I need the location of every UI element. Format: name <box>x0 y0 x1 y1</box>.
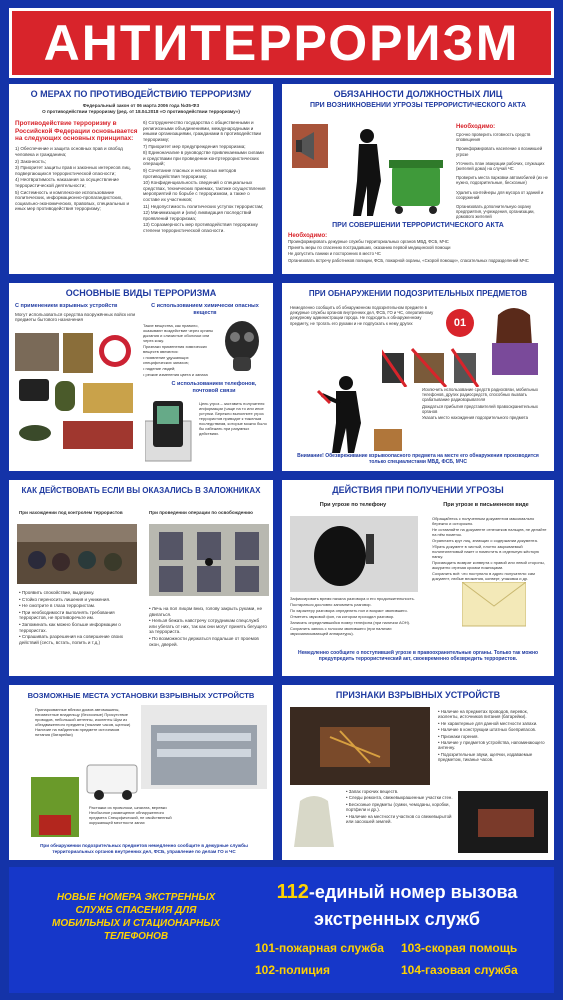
panel-bomb-places-title: ВОЗМОЖНЫЕ МЕСТА УСТАНОВКИ ВЗРЫВНЫХ УСТРОЙСТВ <box>27 691 255 700</box>
list-item: 12) Минимизация и (или) ликвидация последствий проявлений терроризма; <box>143 210 252 221</box>
list-item: 7) Приоритет мер предупреждения терроризма; <box>143 143 246 149</box>
package-photo <box>290 791 338 851</box>
page-title: АНТИТЕРРОРИЗМ <box>12 11 551 75</box>
bomb-signs-list-1 <box>438 709 548 764</box>
list-item: Организовать дополнительную охрану предприятия, учреждения, организации, домового жителей <box>456 204 535 220</box>
phone-caller-photo <box>290 516 418 592</box>
list-item: Дождаться прибытия представителей правоохранительных органов <box>422 403 538 414</box>
rescue-operation-photo <box>149 524 269 596</box>
bomb-signs-list-2 <box>346 789 456 825</box>
list-item: 5) Системность и комплексное использование политических, информационно-пропагандистских, социально-экономических, правовых, специальных и иных мер противодействия терроризму; <box>15 189 130 212</box>
list-item: • Спрашивать разрешения на совершение своих действий (сесть, встать, попить и т.д.) <box>19 634 143 645</box>
list-item: • Не характерные для данной местности запахи. <box>438 721 548 726</box>
list-item: Проинформировать население о возникшей угрозе <box>456 146 543 157</box>
suspicious-footer: Внимание! Обезвреживание взрывоопасного предмета на месте его обнаружения производится только специалистами МВД, ФСБ, МЧС <box>297 453 539 465</box>
list-item: 4) Неотвратимость наказания за осуществление террористической деятельности; <box>15 177 119 188</box>
list-item: • Не смотрите в глаза террористам. <box>19 603 143 609</box>
suspicious-list <box>422 387 546 421</box>
chemical-subtitle: С использованием химически опасных веществ <box>151 303 259 316</box>
measures-right-col <box>143 120 267 234</box>
threat-left-list <box>290 596 430 637</box>
dynamite-photo <box>458 791 548 853</box>
list-item: • Запах горючих веществ. <box>346 789 456 794</box>
panel-terror-types <box>9 283 273 471</box>
list-item: Зафиксировать время начала разговора и его продолжительность. <box>290 596 415 601</box>
main-number-line <box>247 881 547 904</box>
threat-sub-letter: При угрозе в письменном виде <box>443 502 529 508</box>
list-item: Постараться дословно запомнить разговор. <box>290 602 372 607</box>
list-item: • появление удушающих специфических запахов; <box>143 355 189 365</box>
panel-measures <box>9 84 273 274</box>
hostage-right-list <box>149 606 267 648</box>
bomb-places-box-2: Растяжки из проволоки, шпагата, веревки Необычное размещение обнаруженного предмета Специфический, не свойственный окружающей местности запах <box>89 805 172 825</box>
list-item: Исключить использование средств радиосвязи, мобильных телефонов, других радиосредств, способных вызвать срабатывание радиовзрывателя <box>422 387 539 403</box>
panel-terror-types-title: ОСНОВНЫЕ ВИДЫ ТЕРРОРИЗМА <box>65 288 217 298</box>
number-102-value: 102 <box>255 963 276 977</box>
list-item: Проверить места парковки автомобилей (их не нужно, подозрительные, бесхозные) <box>456 175 548 186</box>
panel-threat-actions <box>282 480 554 676</box>
bomb-places-box-1: Припаркованные вблизи домов автомашины, неизвестные владельцу (бесхозные) Присутствие проводов, небольшой антенны, изоленты Шум из обездвиженного предмета (тикание часов, щелчки) Наличие на найденном предмете источников питания (батарейки) <box>35 707 131 737</box>
list-item: Обращайтесь с полученным документом максимально бережно и осторожно. <box>432 516 535 526</box>
list-item: • Признаки горения. <box>438 734 548 739</box>
badge-number: 01 <box>453 317 467 329</box>
list-item: Убрать документ в чистый, плотно закрываемый полиэтиленовый пакет и поместить в отдельную жёсткую папку. <box>432 544 540 559</box>
phone-mail-icon <box>145 401 195 463</box>
number-103-value: 103 <box>401 941 422 955</box>
number-102 <box>255 963 330 977</box>
need-label-2: Необходимо: <box>288 233 328 239</box>
duties-need-list <box>456 124 548 221</box>
number-101-value: 101 <box>255 941 276 955</box>
panel-bomb-signs <box>282 685 554 860</box>
explosive-subtitle: С применением взрывных устройств <box>15 303 118 309</box>
van-photo <box>85 757 145 801</box>
list-item: • Наличие на местности участков со свежевырытой или засохшей землей. <box>346 814 456 825</box>
building-photo <box>141 705 267 789</box>
list-item: Такие вещества, как правило, оказывают воздействие через органы дыхания и слизистые оболочки или через кожу. <box>143 323 214 343</box>
list-item: • Наличие в конструкции штатных боеприпасов. <box>438 727 548 732</box>
number-101 <box>255 941 384 955</box>
number-103 <box>401 941 517 955</box>
hostage-sub-2: При проведении операции по освобождению <box>149 510 253 515</box>
envelope-icon <box>462 582 526 630</box>
list-item: По характеру разговора определить пол и возраст звонившего. <box>290 608 408 613</box>
list-item: • Проявить спокойствие, выдержку. <box>19 590 143 596</box>
list-item: 9) Сочетание гласных и негласных методов противодействия терроризму; <box>143 167 237 179</box>
list-item: Уточнить план эвакуации рабочих, служащих (жителей дома) на случай ЧС <box>456 160 545 172</box>
main-number-text-2: экстренных служб <box>314 909 480 929</box>
main-number: 112 <box>276 881 309 903</box>
panel-threat-title: ДЕЙСТВИЯ ПРИ ПОЛУЧЕНИИ УГРОЗЫ <box>332 485 504 495</box>
hostage-left-list <box>19 590 143 646</box>
law-line-1: Федеральный закон от 06 марта 2006 года №35-ФЗ <box>82 103 200 108</box>
phone-text: Цель угроз – заставить получателя информации (чаще на то или иное уступки. Бережно выполните угроз террористов приводят к тяжелым последствиям, которые можно было бы избежать при разумных действиях. <box>199 401 267 436</box>
list-item: Проинформировать дежурные службы территориальных органов МВД, ФСБ, МЧС <box>288 239 449 244</box>
list-item: • резкие изменения цвета и запаха <box>143 372 208 377</box>
list-item: Признаки применения химических веществ являются: <box>143 344 207 354</box>
chemical-text <box>143 323 215 378</box>
list-item: 11) Недопустимость политических уступок террористам; <box>143 203 264 209</box>
list-item: Отметить звуковой фон, на котором проходил разговор. <box>290 614 395 619</box>
measures-lead: Противодействие терроризму в Российской Федерации основывается на следующих основных принципах: <box>15 120 138 142</box>
number-104 <box>401 963 518 977</box>
measures-left-col <box>15 120 139 234</box>
list-item: 6) Сотрудничество государства с общественными и религиозными объединениями, международными и иными организациями, гражданами в противодействии терроризму; <box>143 120 262 142</box>
number-102-label: -полиция <box>275 963 331 977</box>
main-number-text: -единый номер вызова <box>308 882 518 902</box>
list-item: Указать место нахождения подозрительного предмета <box>422 415 529 421</box>
loudspeaker-icon <box>292 124 328 168</box>
threat-footer: Немедленно сообщите о поступившей угрозе в правоохранительные органы. Только так можно предупредить террористический акт, своевременно обезвредить террористов. <box>297 650 539 662</box>
explosive-text: Могут использоваться средства вооружённых войск или предметы бытового назначения <box>15 311 136 323</box>
panel-duties <box>282 84 554 274</box>
list-item: 13) Соразмерность мер противодействия терроризму степени террористической опасности. <box>143 222 258 233</box>
panel-measures-title: О МЕРАХ ПО ПРОТИВОДЕЙСТВИЮ ТЕРРОРИЗМУ <box>30 89 252 99</box>
list-item: • Наличие на предметах проводов, веревок, изоленты, источников питания (батарейки). <box>438 709 548 720</box>
panel-hostages <box>9 480 273 676</box>
list-item: Не оставляйте на документе отпечатков пальцев, не делайте на нём пометок. <box>432 527 547 537</box>
list-item: Принять меры по спасению пострадавших, оказанию первой медицинской помощи <box>288 245 451 251</box>
list-item: 1) Обеспечение и защита основных прав и свобод человека и гражданина; <box>15 146 123 157</box>
panel-bomb-places <box>9 685 273 860</box>
panel-duties-title: ОБЯЗАННОСТИ ДОЛЖНОСТНЫХ ЛИЦ <box>333 89 503 99</box>
list-item: Организовать встречу работников полиции, ФСБ, пожарной охраны, «Скорой помощи», спасательных подразделений МЧС <box>288 257 529 263</box>
measures-columns <box>15 120 267 234</box>
list-item: Не допустить паники и посторонних в место ЧС <box>288 251 381 257</box>
number-101-label: -пожарная служба <box>275 941 384 955</box>
list-item: Производить возврат конверта с правой или левой стороны, аккуратно отрезая кромки ножницами. <box>432 560 545 570</box>
panel-suspicious-title: ПРИ ОБНАРУЖЕНИИ ПОДОЗРИТЕЛЬНЫХ ПРЕДМЕТОВ <box>308 289 528 298</box>
need-label: Необходимо: <box>456 124 496 130</box>
person-reaching-icon <box>306 373 406 453</box>
bag-bomb-photo <box>27 767 83 843</box>
list-item: • При необходимости выполнять требования террористов, не противоречьте им. <box>19 610 143 621</box>
list-item: 2) Законность; <box>15 158 47 164</box>
list-item: • Наличие у предметов устройства, напоминающего антенну. <box>438 740 548 751</box>
list-item: Сохранить всё: что поступило в адрес получателя: сам документ, любые вложения, конверт, упаковка и др. <box>432 571 535 581</box>
number-103-label: -скорая помощь <box>421 941 518 955</box>
list-item: • Запоминать как можно больше информации о террористах. <box>19 622 143 633</box>
duties-act-section <box>288 220 548 264</box>
hostages-photo <box>17 524 137 584</box>
emergency-badge <box>446 309 474 337</box>
man-with-bin-icon <box>337 126 447 216</box>
list-item: • Подозрительные звуки, щелчки, издаваемые предметом, тиканье часов. <box>438 752 548 763</box>
list-item: Записать определившийся номер телефона (при наличии АОН). <box>290 620 411 625</box>
list-item: • Нельзя бежать навстречу сотрудникам спецслужб или убегать от них, так как они могут принять бегущего за террориста. <box>149 618 267 635</box>
list-item: • Лечь на пол лицом вниз, голову закрыть руками, не двигаться. <box>149 606 267 617</box>
list-item: • Стойко переносить лишения и унижения. <box>19 597 143 603</box>
emergency-numbers-section <box>9 867 554 993</box>
panel-hostages-title: КАК ДЕЙСТВОВАТЬ ЕСЛИ ВЫ ОКАЗАЛИСЬ В ЗАЛОЖНИКАХ <box>21 486 261 495</box>
panel-duties-subtitle: ПРИ ВОЗНИКНОВЕНИИ УГРОЗЫ ТЕРРОРИСТИЧЕСКОГО АКТА <box>309 102 527 109</box>
list-item: • Следы ремонта, свежевыкрашенные участки стен. <box>346 795 456 800</box>
header-banner <box>9 8 554 78</box>
hostage-sub-1: При нахождении под контролем террористов <box>19 510 123 515</box>
list-item: 3) Приоритет защиты прав и законных интересов лиц, подвергающихся террористической опасности; <box>15 165 131 176</box>
panel-suspicious-items <box>282 283 554 471</box>
number-104-label: -газовая служба <box>421 963 518 977</box>
number-104-value: 104 <box>401 963 422 977</box>
list-item: Сохранить запись с голосом звонившего (при наличии звукозаписывающей аппаратуры). <box>290 626 392 636</box>
explosives-collage-icon <box>15 333 137 453</box>
device-photo <box>290 707 430 785</box>
list-item: 10) Конфиденциальность сведений о специальных средствах, технических приемах, тактике осуществления мероприятий по борьбе с терроризмом, а также о составе их участников; <box>143 180 266 202</box>
threat-right-list <box>432 516 548 582</box>
law-line-2: О противодействии терроризму (ред. от 18.04.2018 «О противодействии терроризму») <box>42 108 240 114</box>
measures-left-list <box>15 146 139 212</box>
list-item: Ограничить круг лиц, знающих о содержании документа. <box>432 538 538 543</box>
list-item: • падение людей; <box>143 366 176 371</box>
emergency-notice: НОВЫЕ НОМЕРА ЭКСТРЕННЫХ СЛУЖБ СПАСЕНИЯ ДЛЯ МОБИЛЬНЫХ И СТАЦИОНАРНЫХ ТЕЛЕФОНОВ <box>51 892 221 942</box>
list-item: • Бесхозные предметы (сумки, чемоданы, коробки, портфели и др.). <box>346 802 456 813</box>
suspicious-intro: Немедленно сообщить об обнаруженном подозрительном предмете в дежурные службы органов внутренних дел, ФСБ, ГО и ЧС, оперативному дежурному администрации города. Не подходить к обнаруженному предмету, не трогать его руками и не подпускать к нему других <box>290 305 434 326</box>
panel-bomb-signs-title: ПРИЗНАКИ ВЗРЫВНЫХ УСТРОЙСТВ <box>335 690 501 700</box>
list-item: • По возможности держаться подальше от проемов окон, дверей. <box>149 636 267 647</box>
gas-mask-icon <box>219 319 265 373</box>
list-item: Срочно проверить готовность средств оповещения <box>456 132 531 143</box>
list-item: Удалить контейнеры для мусора от зданий и сооружений <box>456 189 544 200</box>
phone-subtitle: С использованием телефонов, почтовой связи <box>171 381 257 394</box>
threat-sub-phone: При угрозе по телефону <box>319 502 387 508</box>
list-item: 8) Единоначалие в руководстве привлекаемыми силами и средствами при проведении контртеррористических операций; <box>143 150 264 167</box>
act-title: ПРИ СОВЕРШЕНИИ ТЕРРОРИСТИЧЕСКОГО АКТА <box>332 222 504 229</box>
bomb-places-footer: При обнаружении подозрительных предметов немедленно сообщите в дежурные службы территориальных органов внутренних дел, ФСБ, управление по делам ГО и ЧС <box>40 843 248 854</box>
